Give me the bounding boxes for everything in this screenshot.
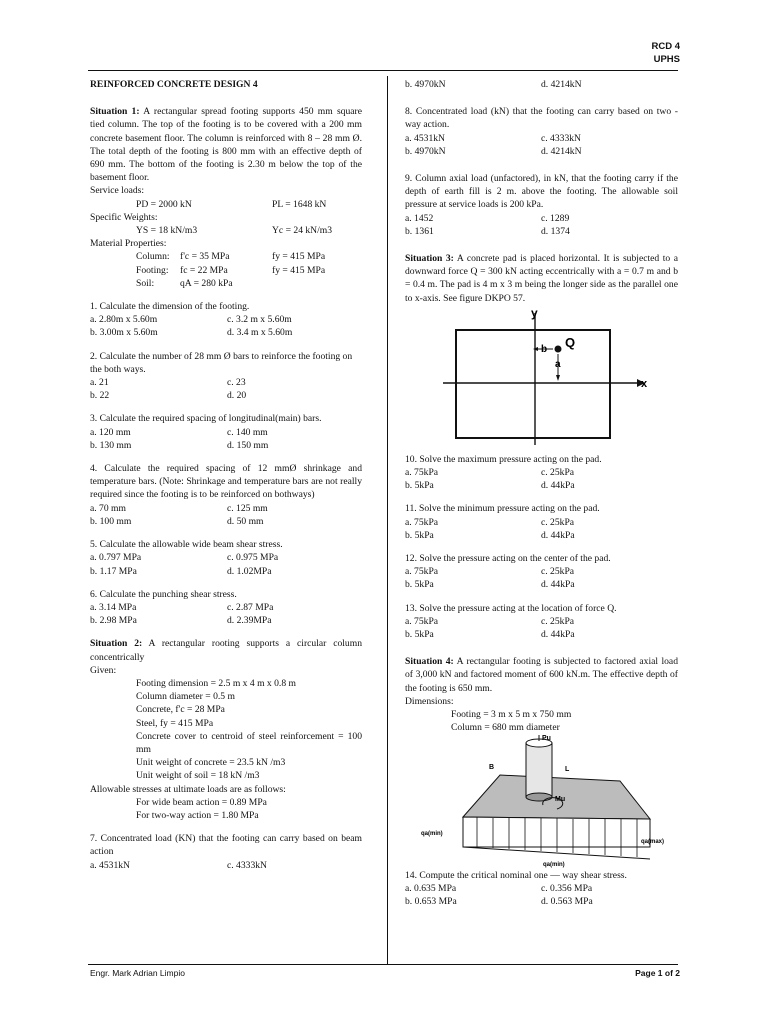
y-axis-label: y (531, 305, 538, 320)
force-q-point (555, 345, 562, 352)
question-3: 3. Calculate the required spacing of longitudinal(main) bars. (90, 413, 322, 425)
material-label: Material Properties: (90, 238, 167, 250)
school-name: UPHS (653, 54, 680, 65)
document-title: REINFORCED CONCRETE DESIGN 4 (90, 79, 258, 90)
q11-choices-ac: a. 75kPa c. 25kPa (405, 516, 575, 528)
soil-properties: Soil: qA = 280 kPa (136, 277, 233, 289)
qa-min-label: qa(min) (543, 861, 565, 868)
dimensions-list: Footing = 3 m x 5 m x 750 mm Column = 680 mm diameter (451, 709, 572, 734)
situation-2: Situation 2: A rectangular rooting supports a circular column concentrically (90, 638, 362, 663)
q14-choices-bd: b. 0.653 MPa d. 0.563 MPa (405, 895, 593, 907)
question-7: 7. Concentrated load (KN) that the footing can carry based on beam action (90, 833, 362, 858)
service-loads-label: Service loads: (90, 185, 145, 197)
qa-left-label: qa(min) (421, 830, 443, 837)
q4-choices-bd: b. 100 mm d. 50 mm (90, 515, 264, 527)
footer-author: Engr. Mark Adrian Limpio (90, 968, 185, 978)
q11-choices-bd: b. 5kPa d. 44kPa (405, 529, 575, 541)
column-body (526, 743, 552, 797)
footing-properties: Footing: fc = 22 MPa fy = 415 MPa (136, 264, 326, 276)
right-column (405, 78, 678, 908)
pad-outline (456, 330, 610, 438)
question-12: 12. Solve the pressure acting on the center of the pad. (405, 553, 611, 565)
q4-choices-ac: a. 70 mm c. 125 mm (90, 502, 268, 514)
question-14: 14. Compute the critical nominal one — way shear stress. (405, 869, 627, 881)
footer-rule (88, 964, 678, 965)
x-axis-label: x (641, 377, 648, 390)
question-10: 10. Solve the maximum pressure acting on the pad. (405, 453, 602, 465)
question-6: 6. Calculate the punching shear stress. (90, 588, 237, 600)
question-5: 5. Calculate the allowable wide beam shear stress. (90, 539, 283, 551)
service-loads: PD = 2000 kN PL = 1648 kN (136, 198, 327, 210)
footer-page: Page 1 of 2 (635, 968, 680, 978)
force-q-label: Q (565, 334, 576, 350)
question-8: 8. Concentrated load (kN) that the footing can carry based on two - way action. (405, 106, 678, 131)
column-base (526, 793, 552, 801)
l-label: L (565, 765, 570, 773)
mu-label: Mu (555, 795, 566, 803)
q9-choices-bd: b. 1361 d. 1374 (405, 225, 570, 237)
qa-max-label: qa(max) (641, 838, 665, 845)
pu-label: Pu (542, 734, 551, 742)
q2-choices-ac: a. 21 c. 23 (90, 377, 246, 389)
a-dimension-label: a (555, 358, 561, 370)
page-header (651, 40, 680, 66)
q5-choices-bd: b. 1.17 MPa d. 1.02MPa (90, 565, 272, 577)
given-label: Given: (90, 664, 117, 676)
question-11: 11. Solve the minimum pressure acting on the pad. (405, 503, 600, 515)
q13-choices-bd: b. 5kPa d. 44kPa (405, 629, 575, 641)
q6-choices-ac: a. 3.14 MPa c. 2.87 MPa (90, 601, 274, 613)
allowable-label: Allowable stresses at ultimate loads are as follows: (90, 783, 286, 795)
a-dimension-arrow (556, 375, 560, 381)
situation-4: Situation 4: A rectangular footing is subjected to factored axial load of 3,000 kN and factored moment of 600 kN.m. The effective depth of the footing is 650 mm. (405, 656, 678, 694)
q1-choices-ac: a. 2.80m x 5.60m c. 3.2 m x 5.60m (90, 314, 292, 326)
footing-figure (405, 735, 678, 869)
column-divider (387, 76, 388, 965)
q12-choices-ac: a. 75kPa c. 25kPa (405, 566, 575, 578)
question-4: 4. Calculate the required spacing of 12 mmØ shrinkage and temperature bars. (Note: Shrinkage and temperature bars are not really required since the footing is to be reinforced on bothways) (90, 463, 362, 501)
q2-choices-bd: b. 22 d. 20 (90, 390, 247, 402)
pad-figure (405, 305, 678, 447)
b-label: B (489, 763, 495, 771)
q9-choices-ac: a. 1452 c. 1289 (405, 212, 570, 224)
left-column (90, 78, 362, 872)
q13-choices-ac: a. 75kPa c. 25kPa (405, 615, 575, 627)
question-2: 2. Calculate the number of 28 mm Ø bars to reinforce the footing on the both ways. (90, 350, 353, 375)
question-13: 13. Solve the pressure acting at the location of force Q. (405, 602, 617, 614)
given-list: Footing dimension = 2.5 m x 4 m x 0.8 m Column diameter = 0.5 m Concrete, f'c = 28 MPa Steel, fy = 415 MPa Concrete cover to centroid of steel reinforcement = 100 mm Unit weight of concrete = 23.5 kN /m3 Unit weight of soil = 18 kN /m3 (136, 677, 362, 782)
q10-choices-ac: a. 75kPa c. 25kPa (405, 467, 575, 479)
situation-3: Situation 3: A concrete pad is placed horizontal. It is subjected to a downward force Q = 300 kN acting eccentrically with a = 0.7 m and b = 0.4 m. The pad is 4 m x 3 m being the longer side as the parallel one to x-axis. See figure DKPO 57. (405, 253, 678, 304)
specific-weights: YS = 18 kN/m3 Yc = 24 kN/m3 (136, 225, 333, 237)
column-properties: Column: f'c = 35 MPa fy = 415 MPa (136, 251, 326, 263)
q5-choices-ac: a. 0.797 MPa c. 0.975 MPa (90, 552, 279, 564)
dimensions-label: Dimensions: (405, 695, 454, 707)
q8-choices-ac: a. 4531kN c. 4333kN (405, 132, 581, 144)
q12-choices-bd: b. 5kPa d. 44kPa (405, 579, 575, 591)
specific-weights-label: Specific Weights: (90, 211, 158, 223)
course-code: RCD 4 (651, 41, 680, 52)
q3-choices-bd: b. 130 mm d. 150 mm (90, 439, 269, 451)
b-dimension-label: b (541, 343, 548, 355)
allowable-list: For wide beam action = 0.89 MPa For two-way action = 1.80 MPa (136, 796, 267, 821)
q6-choices-bd: b. 2.98 MPa d. 2.39MPa (90, 615, 272, 627)
question-1: 1. Calculate the dimension of the footing. (90, 301, 250, 313)
q3-choices-ac: a. 120 mm c. 140 mm (90, 426, 268, 438)
q1-choices-bd: b. 3.00m x 5.60m d. 3.4 m x 5.60m (90, 327, 293, 339)
situation-1: Situation 1: A rectangular spread footing supports 450 mm square tied column. The top of the footing is to be covered with a 200 mm concrete basement floor. The column is reinforced with 8 – 28 mm Ø. The total depth of the footing is 800 mm with an effective depth of 690 mm. The bottom of the footing is 2.30 m below the top of the basement floor. (90, 106, 362, 184)
header-rule (88, 70, 678, 71)
q10-choices-bd: b. 5kPa d. 44kPa (405, 480, 575, 492)
question-9: 9. Column axial load (unfactored), in kN, that the footing carry if the depth of earth fill is 2 m. above the footing. The allowable soil pressure at service loads is 200 kPa. (405, 173, 678, 211)
q14-choices-ac: a. 0.635 MPa c. 0.356 MPa (405, 882, 593, 894)
footing-front-face (463, 817, 650, 847)
pressure-diagram-line (463, 847, 650, 859)
q7-choices-ac: a. 4531kN c. 4333kN (90, 859, 267, 871)
q8-choices-bd: b. 4970kN d. 4214kN (405, 145, 582, 157)
q7-choices-bd: b. 4970kN d. 4214kN (405, 79, 582, 90)
